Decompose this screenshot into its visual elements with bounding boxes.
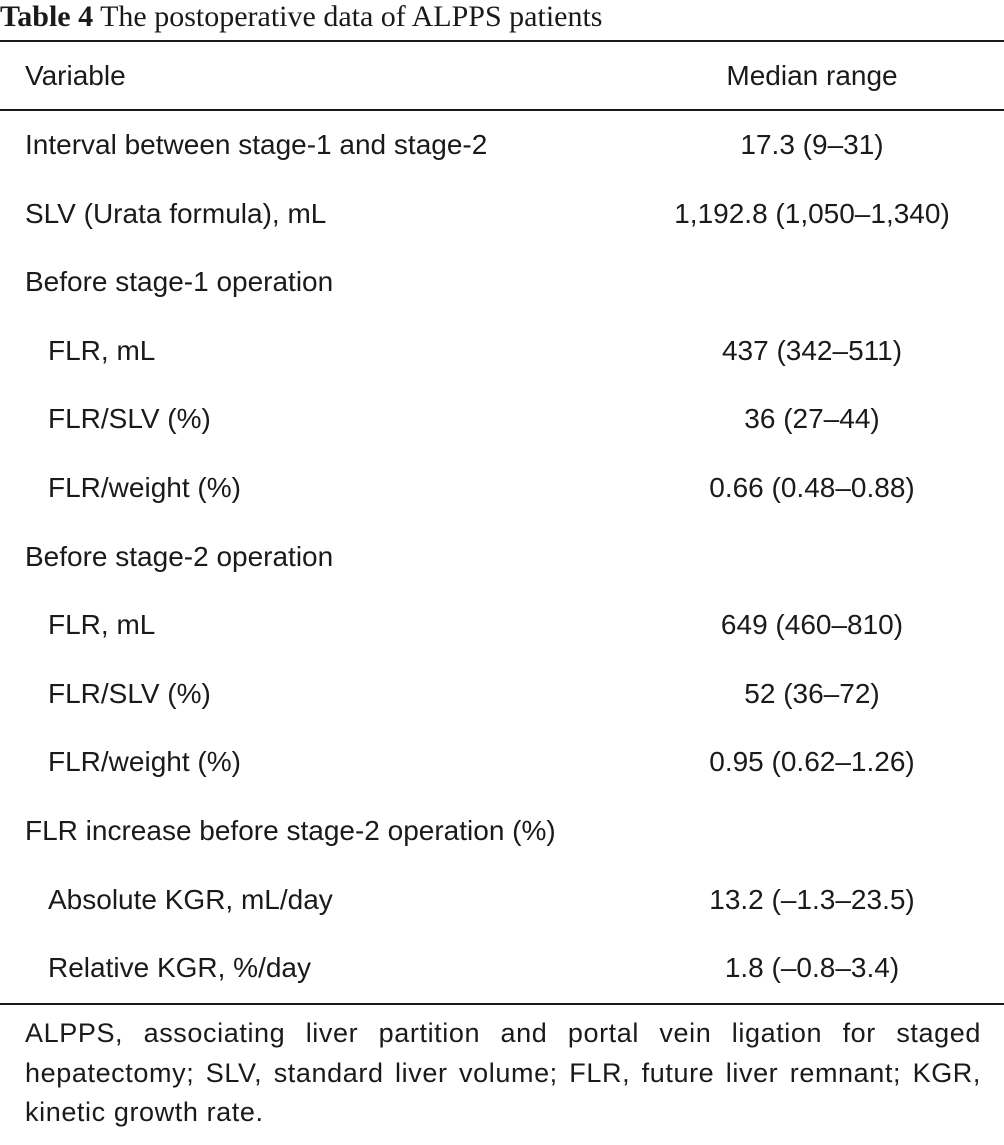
table-row xyxy=(0,111,1004,180)
table-row-group-heading xyxy=(0,797,1004,866)
table-row xyxy=(0,934,1004,1003)
table-row xyxy=(0,385,1004,454)
table-row xyxy=(0,317,1004,386)
table-row-group-heading xyxy=(0,523,1004,592)
table-row xyxy=(0,591,1004,660)
header-variable: Variable xyxy=(25,60,126,91)
row-variable: FLR, mL xyxy=(48,334,156,366)
row-variable: FLR increase before stage-2 operation (%) xyxy=(25,814,556,846)
row-value: 0.66 (0.48–0.88) xyxy=(709,471,915,503)
row-variable: FLR/SLV (%) xyxy=(48,677,211,709)
table-row xyxy=(0,866,1004,935)
table-row xyxy=(0,180,1004,249)
table-footnote: ALPPS, associating liver partition and portal vein ligation for staged hepatectomy; SLV, standard liver volume; FLR, future liver remnant; KGR, kinetic growth rate. xyxy=(25,1018,981,1127)
row-variable: Absolute KGR, mL/day xyxy=(48,883,333,915)
row-value: 52 (36–72) xyxy=(744,677,880,709)
table-body xyxy=(0,111,1004,1003)
row-variable: FLR/weight (%) xyxy=(48,746,241,778)
table-row xyxy=(0,660,1004,729)
row-variable: FLR/SLV (%) xyxy=(48,403,211,435)
row-variable: Interval between stage-1 and stage-2 xyxy=(25,129,488,160)
row-value: 1,192.8 (1,050–1,340) xyxy=(674,197,950,229)
bottom-rule xyxy=(0,1003,1004,1005)
row-value: 649 (460–810) xyxy=(720,609,904,641)
table-row-group-heading xyxy=(0,248,1004,317)
row-value: 17.3 (9–31) xyxy=(740,129,884,160)
table-row xyxy=(0,454,1004,523)
row-value: 1.8 (–0.8–3.4) xyxy=(724,952,900,984)
table-caption xyxy=(0,0,602,40)
row-variable: Relative KGR, %/day xyxy=(48,952,311,984)
table-caption-text: The postoperative data of ALPPS patients xyxy=(100,0,603,33)
row-variable: SLV (Urata formula), mL xyxy=(25,197,327,229)
row-value: 13.2 (–1.3–23.5) xyxy=(709,883,915,915)
row-variable: FLR, mL xyxy=(48,609,156,641)
table-row xyxy=(0,728,1004,797)
row-variable: Before stage-1 operation xyxy=(25,266,334,298)
header-median-range: Median range xyxy=(726,60,898,91)
table-caption-label: Table 4 xyxy=(0,0,94,33)
row-variable: Before stage-2 operation xyxy=(25,540,334,572)
table-header xyxy=(0,42,1004,110)
row-value: 437 (342–511) xyxy=(721,334,903,366)
row-value: 36 (27–44) xyxy=(744,403,880,435)
row-value: 0.95 (0.62–1.26) xyxy=(709,746,915,778)
row-variable: FLR/weight (%) xyxy=(48,471,241,503)
